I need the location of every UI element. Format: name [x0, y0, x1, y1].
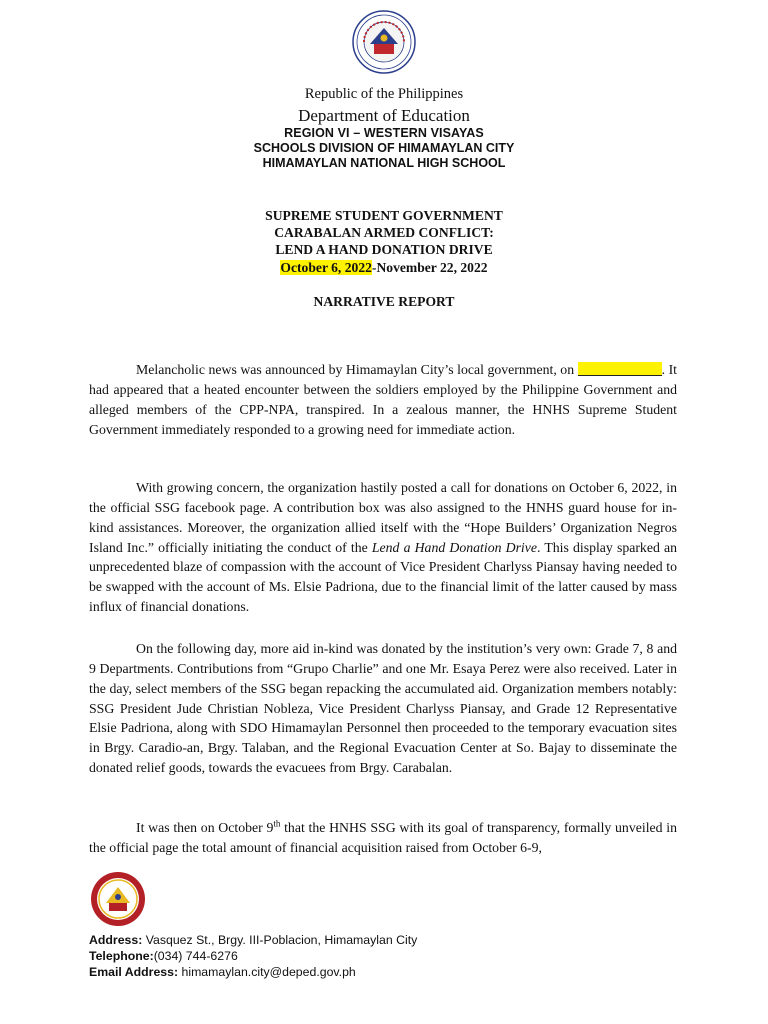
footer-address	[89, 933, 417, 947]
p1-text-b: . It had appeared that a heated encounter between the soldiers employed by the Philippine Government and alleged members of the CPP-NPA, transpired. In a zealous manner, the HNHS Supreme Student Government immediately responded to a growing need for immediate action.	[89, 361, 677, 437]
paragraph-3	[89, 625, 677, 792]
footer-email	[89, 965, 356, 979]
p3-text: On the following day, more aid in-kind was donated by the institution’s very own: Grade 7, 8 and 9 Departments. Contributions from “Grupo Charlie” and one Mr. Esaya Perez were also received. Later in the day, select members of the SSG began repacking the accumulated aid. Organization members notably: SSG President Jude Christian Nobleza, Vice President Charlyss Piansay, and Grade 12 Representative Elsie Padriona, along with SDO Himamaylan Personnel then proceeded to the temporary evacuation sites in Brgy. Caradio-an, Brgy. Talaban, and the Regional Evacuation Center at So. Bajay to disseminate the donated relief goods, towards the evacuees from Brgy. Carabalan.	[89, 640, 677, 776]
p4-superscript: th	[273, 818, 281, 829]
p2-text-a: With growing concern, the organization hastily posted a call for donations on October 6, 2022, in the official SSG facebook page. A contribution box was also assigned to the HNHS guard house for in-kind assistances. Moreover, the organization allied itself with the “Hope Builders’ Organization Negros Island Inc.” officially initiating the conduct of the	[89, 479, 677, 555]
title-event: CARABALAN ARMED CONFLICT:	[274, 225, 494, 240]
email-label: Email Address:	[89, 965, 179, 979]
address-label: Address:	[89, 933, 143, 947]
date-end: -November 22, 2022	[371, 260, 488, 275]
department-line: Department of Education	[298, 106, 470, 125]
report-heading: NARRATIVE REPORT	[313, 294, 455, 309]
telephone-label: Telephone:	[89, 949, 154, 963]
p4-text-b: that the HNHS SSG with its goal of transparency, formally unveiled in the official page the total amount of financial acquisition raised from October 6-9,	[89, 819, 677, 855]
title-drive: LEND A HAND DONATION DRIVE	[275, 242, 493, 257]
p2-drive-name: Lend a Hand Donation Drive	[371, 539, 538, 555]
telephone-value: (034) 744-6276	[153, 949, 238, 963]
republic-line: Republic of the Philippines	[304, 86, 464, 102]
region-line: REGION VI – WESTERN VISAYAS	[284, 126, 484, 140]
title-org: SUPREME STUDENT GOVERNMENT	[265, 208, 503, 223]
school-seal-icon	[90, 871, 146, 927]
address-value: Vasquez St., Brgy. III-Poblacion, Himamaylan City	[142, 933, 418, 947]
date-start-highlight: October 6, 2022	[280, 260, 372, 275]
paragraph-2	[89, 464, 677, 631]
date-blank-highlight	[578, 362, 662, 376]
division-line: SCHOOLS DIVISION OF HIMAMAYLAN CITY	[253, 141, 515, 155]
paragraph-1	[89, 346, 677, 453]
paragraph-4	[89, 804, 677, 871]
email-value: himamaylan.city@deped.gov.ph	[178, 965, 356, 979]
school-line: HIMAMAYLAN NATIONAL HIGH SCHOOL	[262, 156, 506, 170]
footer-telephone	[89, 949, 238, 963]
p2-text-b: . This display sparked an unprecedented blaze of compassion with the account of Vice President Charlyss Piansay having needed to be swapped with the account of Ms. Elsie Padriona, due to the financial limit of the latter caused by mass influx of financial donations.	[89, 539, 677, 615]
p1-text-a: Melancholic news was announced by Himamaylan City’s local government, on	[136, 361, 578, 377]
p4-text-a: It was then on October 9	[136, 819, 274, 835]
deped-seal-icon	[352, 10, 416, 74]
title-dates	[0, 260, 768, 276]
